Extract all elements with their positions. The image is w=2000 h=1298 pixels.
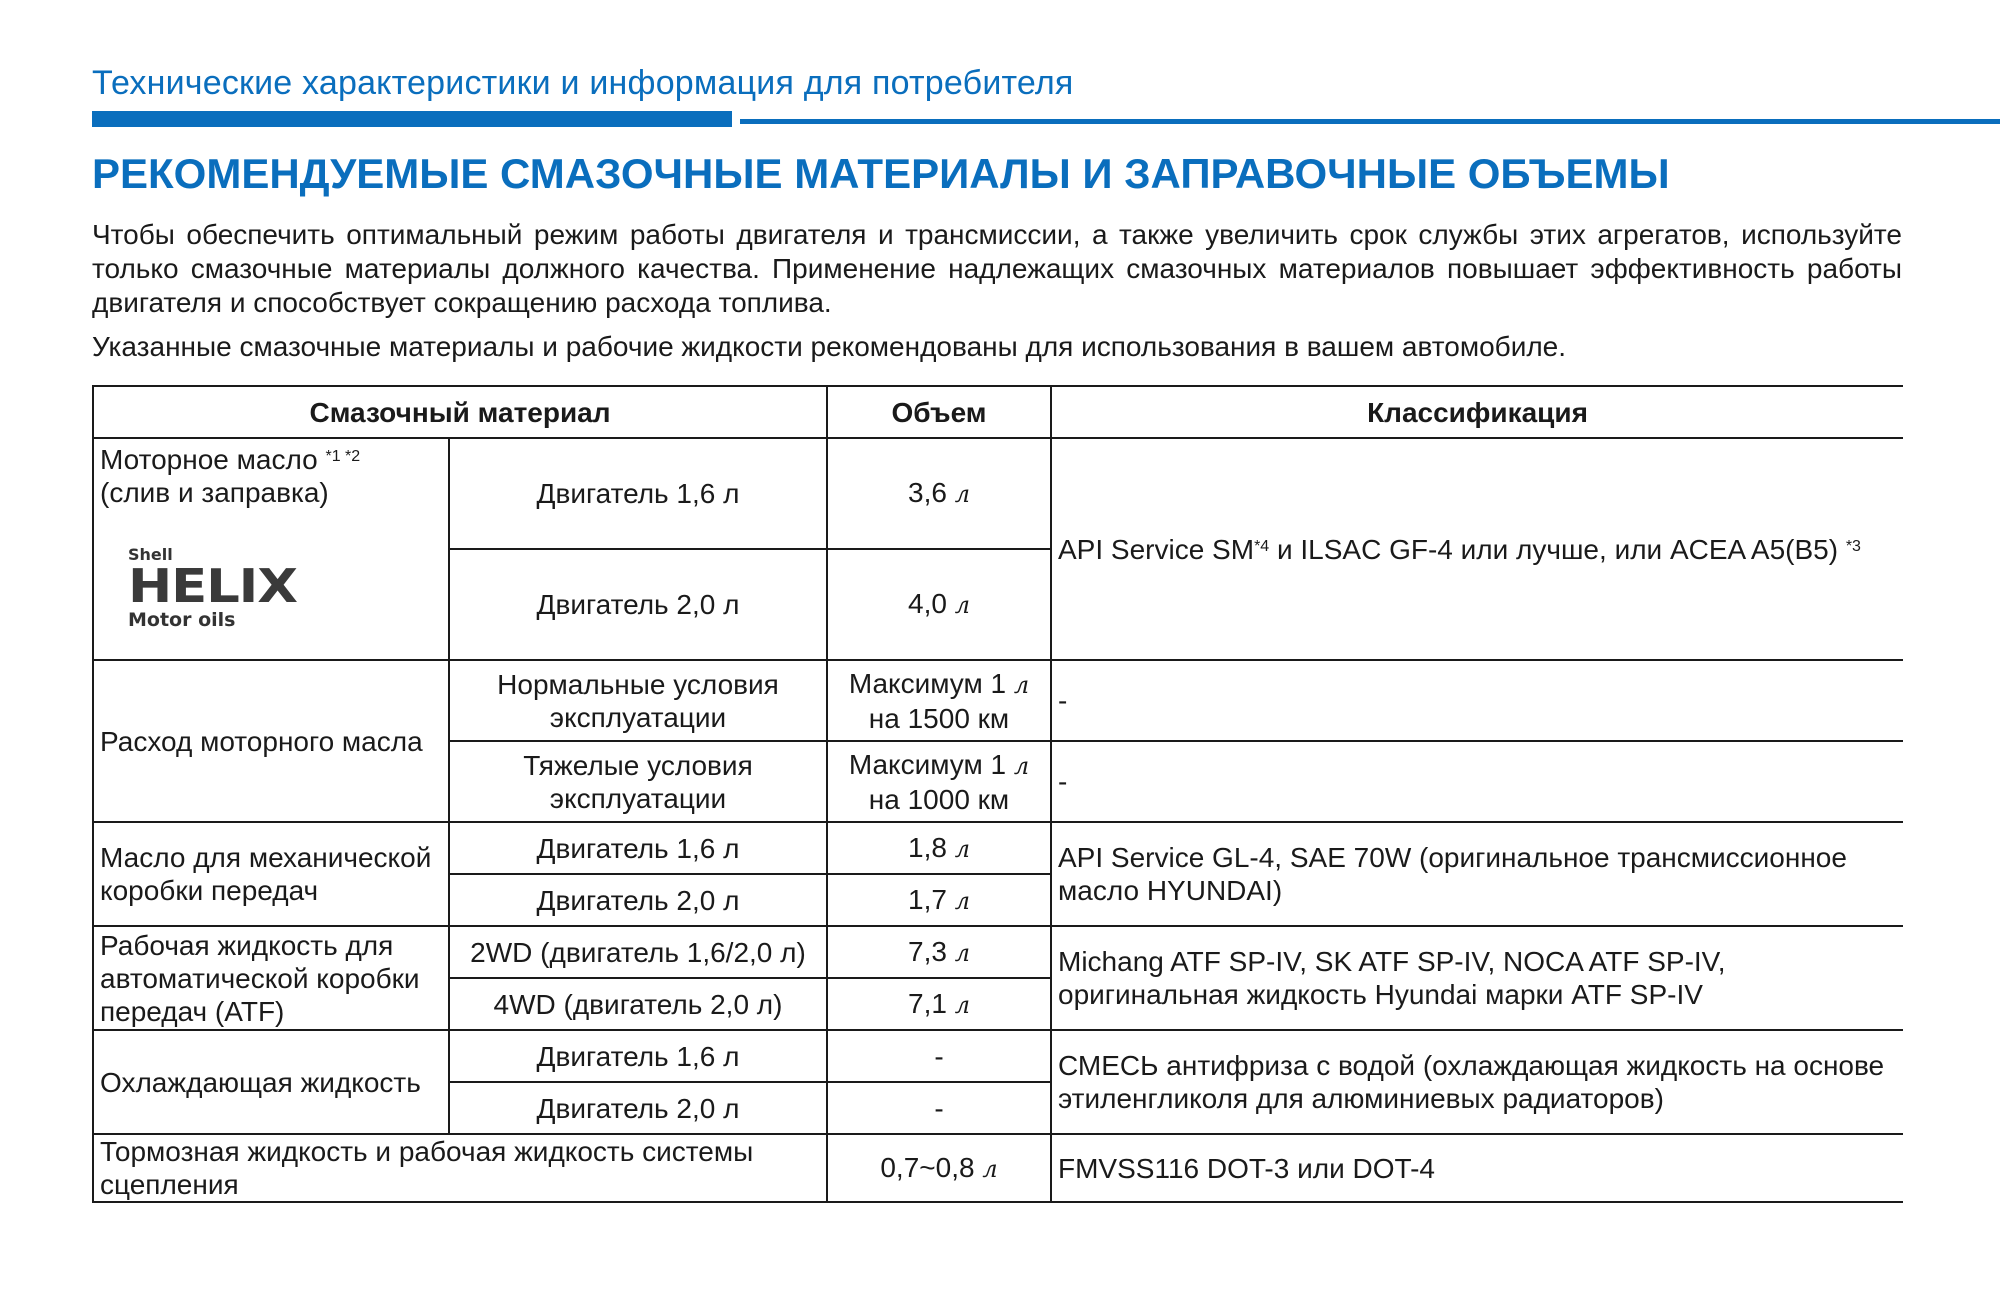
header-classification: Классификация: [1051, 386, 1903, 438]
atf-volume-2: 7,1 л: [827, 978, 1051, 1030]
coolant-volume-1: -: [827, 1030, 1051, 1082]
table-row: [93, 926, 1903, 978]
brake-label: Тормозная жидкость и рабочая жидкость системы сцепления: [93, 1134, 827, 1202]
header-rule-thin: [740, 119, 2000, 124]
atf-label: Рабочая жидкость для автоматической коробки передач (ATF): [93, 926, 449, 1030]
engine-oil-engine-1: Двигатель 1,6 л: [449, 438, 827, 549]
table-row: [93, 822, 1903, 874]
logo-shell-text: Shell: [128, 545, 173, 564]
engine-oil-sublabel: (слив и заправка): [100, 477, 329, 508]
atf-engine-1: 2WD (двигатель 1,6/2,0 л): [449, 926, 827, 978]
engine-oil-footnote: *1 *2: [325, 448, 361, 465]
logo-motor-oils-text: Motor oils: [128, 609, 236, 631]
page-title: РЕКОМЕНДУЕМЫЕ СМАЗОЧНЫЕ МАТЕРИАЛЫ И ЗАПРАВОЧНЫЕ ОБЪЕМЫ: [92, 150, 1670, 197]
oil-consumption-condition-1: Нормальные условия эксплуатации: [449, 660, 827, 741]
table-header-row: [93, 386, 1903, 438]
engine-oil-volume-1: 3,6 л: [827, 438, 1051, 549]
intro-text: [92, 218, 1902, 374]
oil-consumption-volume-1: Максимум 1 л на 1500 км: [827, 660, 1051, 741]
oil-consumption-class-2: -: [1051, 741, 1903, 822]
intro-paragraph-2: Указанные смазочные материалы и рабочие жидкости рекомендованы для использования в вашем автомобиле.: [92, 331, 1567, 362]
oil-consumption-label: Расход моторного масла: [93, 660, 449, 822]
oil-consumption-class-1: -: [1051, 660, 1903, 741]
section-title: Технические характеристики и информация для потребителя: [92, 64, 1074, 102]
table-row: [93, 660, 1903, 741]
brake-volume: 0,7~0,8 л: [827, 1134, 1051, 1202]
engine-oil-label-cell: [93, 438, 449, 660]
engine-oil-classification: API Service SM$^{*4}$ и ILSAC GF-4 или лучше, или ACEA A5(B5) $^{*3}$: [1051, 438, 1903, 660]
oil-consumption-volume-2: Максимум 1 л на 1000 км: [827, 741, 1051, 822]
oil-consumption-condition-2: Тяжелые условия эксплуатации: [449, 741, 827, 822]
table-row: [93, 438, 1903, 549]
manual-trans-engine-2: Двигатель 2,0 л: [449, 874, 827, 926]
manual-trans-label: Масло для механической коробки передач: [93, 822, 449, 926]
brake-classification: FMVSS116 DOT-3 или DOT-4: [1051, 1134, 1903, 1202]
header-material: Смазочный материал: [93, 386, 827, 438]
shell-helix-logo: [128, 547, 338, 631]
manual-trans-volume-2: 1,7 л: [827, 874, 1051, 926]
engine-oil-volume-2: 4,0 л: [827, 549, 1051, 660]
coolant-engine-1: Двигатель 1,6 л: [449, 1030, 827, 1082]
manual-trans-volume-1: 1,8 л: [827, 822, 1051, 874]
header-rule-thick: [92, 111, 732, 127]
table-row: [93, 1030, 1903, 1082]
coolant-classification: СМЕСЬ антифриза с водой (охлаждающая жидкость на основе этиленгликоля для алюминиевых радиаторов): [1051, 1030, 1903, 1134]
atf-classification: Michang ATF SP-IV, SK ATF SP-IV, NOCA ATF SP-IV, оригинальная жидкость Hyundai марки ATF SP-IV: [1051, 926, 1903, 1030]
coolant-engine-2: Двигатель 2,0 л: [449, 1082, 827, 1134]
manual-trans-engine-1: Двигатель 1,6 л: [449, 822, 827, 874]
coolant-volume-2: -: [827, 1082, 1051, 1134]
engine-oil-engine-2: Двигатель 2,0 л: [449, 549, 827, 660]
logo-helix-text: HELIX: [128, 559, 297, 613]
table-row: [93, 1134, 1903, 1202]
atf-volume-1: 7,3 л: [827, 926, 1051, 978]
engine-oil-label: Моторное масло: [100, 444, 318, 475]
lubricants-table: [92, 385, 1903, 1203]
manual-trans-classification: API Service GL-4, SAE 70W (оригинальное трансмиссионное масло HYUNDAI): [1051, 822, 1903, 926]
atf-engine-2: 4WD (двигатель 2,0 л): [449, 978, 827, 1030]
intro-paragraph-1: Чтобы обеспечить оптимальный режим работы двигателя и трансмиссии, а также увеличить срок службы этих агрегатов, используйте только смазочные материалы должного качества. Применение надлежащих смазочных материалов повышает эффективность работы двигателя и способствует сокращению расхода топлива.: [92, 219, 1902, 318]
coolant-label: Охлаждающая жидкость: [93, 1030, 449, 1134]
header-volume: Объем: [827, 386, 1051, 438]
